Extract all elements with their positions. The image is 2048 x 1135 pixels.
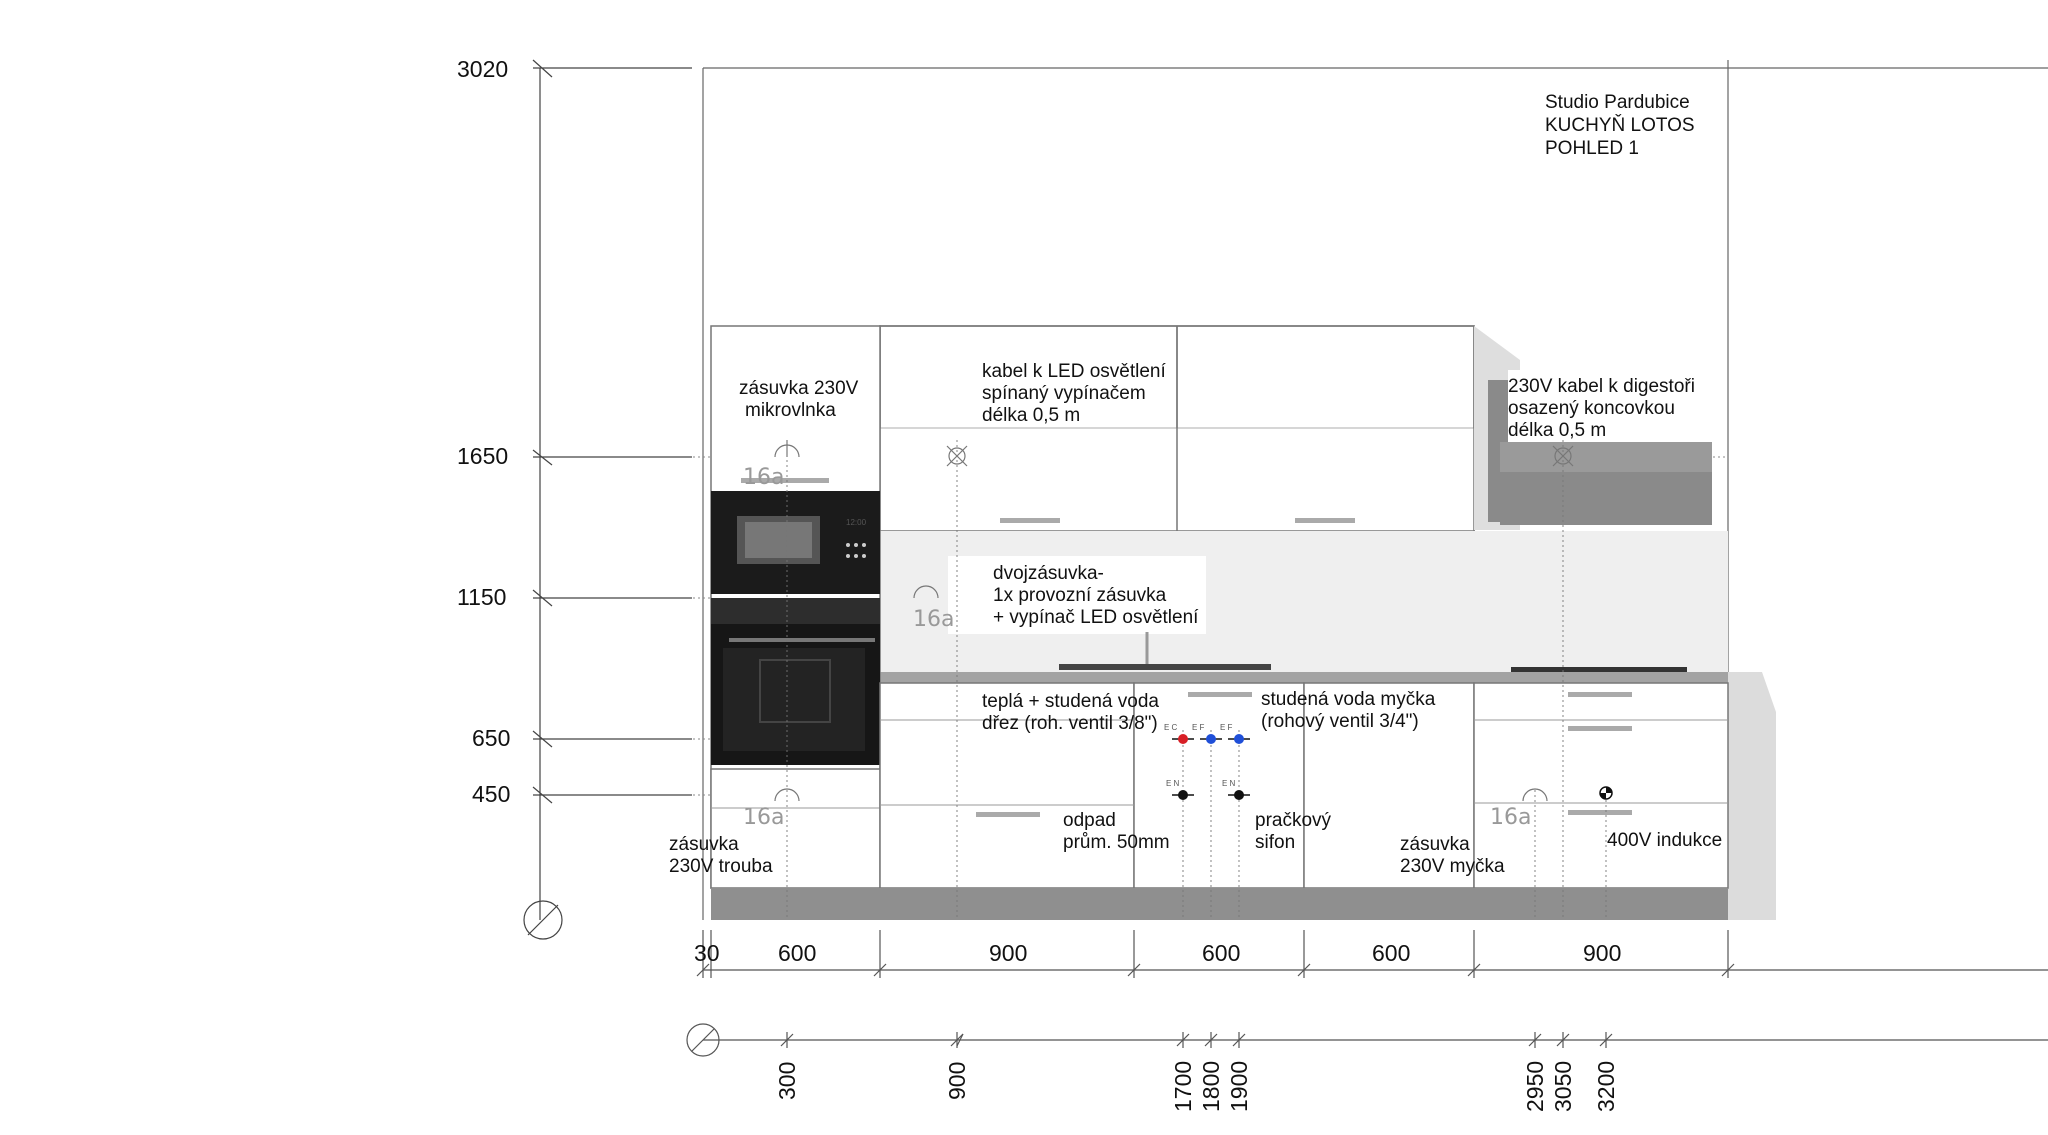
svg-text:12:00: 12:00 (846, 518, 867, 527)
microwave (711, 491, 880, 594)
note-led-cable-2: spínaný vypínačem (982, 383, 1146, 404)
note-induction: 400V indukce (1607, 830, 1723, 851)
pos-dim-1700: 1700 (1170, 1060, 1196, 1112)
pos-dim-3050: 3050 (1550, 1060, 1576, 1112)
pos-dim-300: 300 (774, 1061, 800, 1100)
height-dim-1150: 1150 (457, 584, 507, 610)
height-dim-650: 650 (472, 725, 511, 751)
note-microwave-socket-2: mikrovlnka (745, 400, 836, 421)
socket-label-oven: 16a (743, 805, 785, 830)
note-led-cable-3: délka 0,5 m (982, 405, 1081, 426)
note-double-socket-2: 1x provozní zásuvka (993, 585, 1167, 606)
pipe-label-waste2: E N (1222, 779, 1236, 788)
pipe-label-waste1: E N (1166, 779, 1180, 788)
note-waste-1: odpad (1063, 810, 1116, 831)
note-hood-cable-3: délka 0,5 m (1508, 420, 1607, 441)
hob-top (1511, 667, 1687, 672)
title-kitchen: KUCHYŇ LOTOS (1545, 115, 1695, 136)
note-dishwasher-water-2: (rohový ventil 3/4") (1261, 711, 1419, 732)
pos-dim-1800: 1800 (1198, 1060, 1224, 1112)
width-dim-tall: 600 (778, 940, 817, 966)
note-hood-cable-1: 230V kabel k digestoři (1508, 376, 1695, 397)
upper-cabinets (880, 325, 1474, 531)
oven (711, 598, 880, 765)
pipe-label-cold: E F (1192, 723, 1205, 732)
socket-label-backsplash: 16a (913, 607, 955, 632)
sink-rim (1059, 664, 1271, 670)
pipe-label-cold2: E F (1220, 723, 1233, 732)
width-dim-30: 30 (694, 940, 720, 966)
plinth (711, 888, 1728, 920)
countertop (880, 672, 1728, 683)
height-dim-3020: 3020 (457, 56, 509, 82)
socket-label-dishwasher: 16a (1490, 805, 1532, 830)
pipe-label-hot: E C (1164, 723, 1178, 732)
note-double-socket-1: dvojzásuvka- (993, 563, 1104, 584)
height-dim-1650: 1650 (457, 443, 509, 469)
pos-dim-3200: 3200 (1593, 1060, 1619, 1112)
note-washer-siphon-1: pračkový (1255, 810, 1332, 831)
height-axis (524, 60, 692, 939)
width-dim-cab3: 600 (1372, 940, 1411, 966)
width-dim-cab2: 600 (1202, 940, 1241, 966)
note-washer-siphon-2: sifon (1255, 832, 1296, 853)
width-dim-cab1: 900 (989, 940, 1028, 966)
position-dimension-line (687, 1024, 2048, 1056)
note-oven-socket-1: zásuvka (669, 834, 739, 855)
title-view: POHLED 1 (1545, 138, 1639, 159)
note-dishwasher-socket-1: zásuvka (1400, 834, 1470, 855)
note-oven-socket-2: 230V trouba (669, 856, 773, 877)
note-microwave-socket-1: zásuvka 230V (739, 378, 859, 399)
side-panel-shadow (1728, 672, 1776, 920)
pos-dim-900: 900 (944, 1061, 970, 1100)
width-dim-cab4: 900 (1583, 940, 1622, 966)
title-studio: Studio Pardubice (1545, 92, 1690, 113)
note-sink-water-2: dřez (roh. ventil 3/8") (982, 713, 1158, 734)
note-dishwasher-water-1: studená voda myčka (1261, 689, 1436, 710)
note-hood-cable-2: osazený koncovkou (1508, 398, 1675, 419)
pos-dim-1900: 1900 (1226, 1060, 1252, 1112)
pos-dim-2950: 2950 (1522, 1060, 1548, 1112)
socket-label-microwave: 16a (743, 465, 785, 490)
note-dishwasher-socket-2: 230V myčka (1400, 856, 1505, 877)
note-double-socket-3: + vypínač LED osvětlení (993, 607, 1199, 628)
note-sink-water-1: teplá + studená voda (982, 691, 1159, 712)
note-led-cable-1: kabel k LED osvětlení (982, 361, 1166, 382)
note-waste-2: prům. 50mm (1063, 832, 1170, 853)
height-dim-450: 450 (472, 781, 511, 807)
